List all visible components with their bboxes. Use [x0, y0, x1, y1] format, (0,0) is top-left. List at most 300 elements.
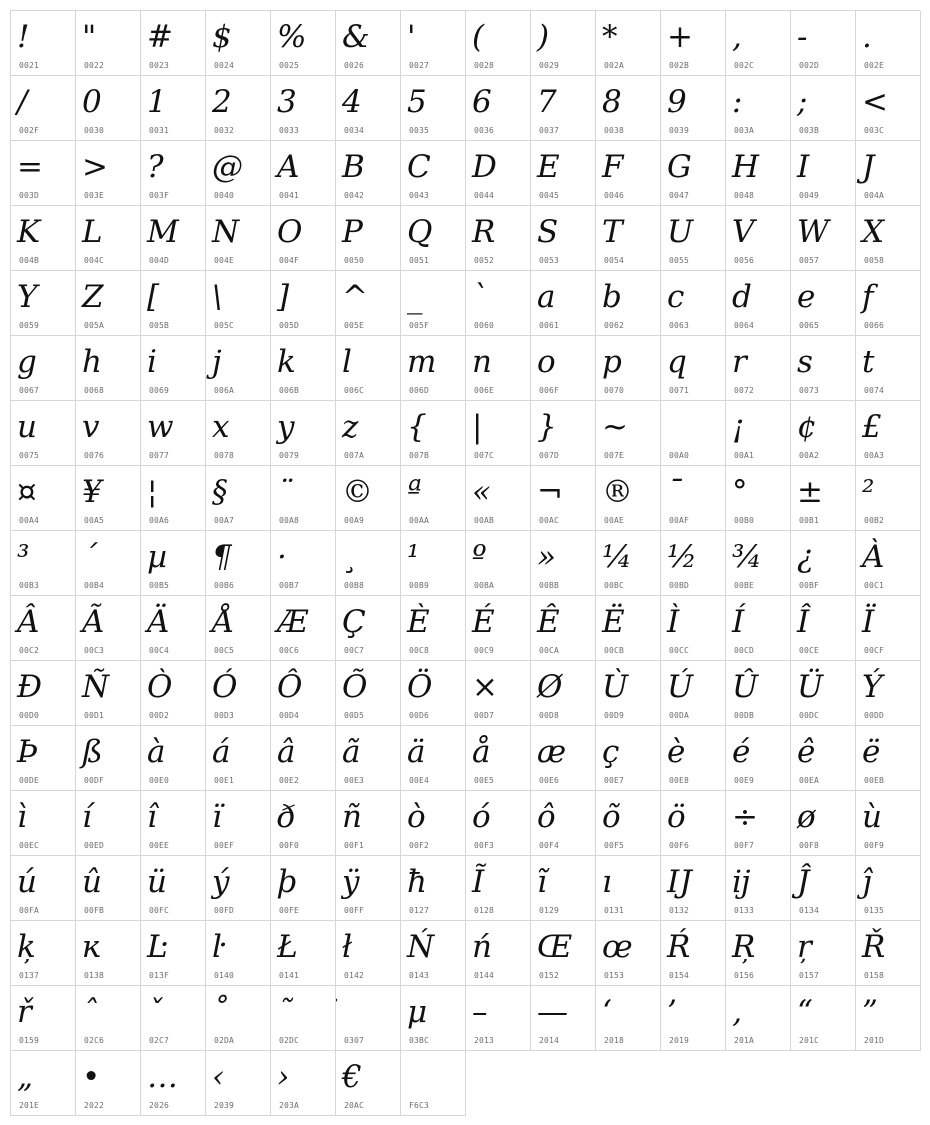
glyph-cell[interactable] — [141, 466, 206, 531]
glyph-cell[interactable] — [401, 206, 466, 271]
glyph-cell[interactable] — [531, 661, 596, 726]
glyph-cell[interactable] — [76, 11, 141, 76]
glyph-cell[interactable] — [11, 271, 76, 336]
glyph-cell[interactable] — [76, 856, 141, 921]
glyph-cell[interactable] — [791, 271, 856, 336]
glyph-cell[interactable] — [596, 141, 661, 206]
glyph-cell[interactable] — [141, 336, 206, 401]
glyph-codepoint: 00B4 — [84, 581, 105, 590]
glyph-cell[interactable] — [726, 596, 791, 661]
glyph-character: ¹ — [407, 539, 420, 575]
glyph-cell[interactable] — [726, 791, 791, 856]
glyph-cell[interactable] — [141, 791, 206, 856]
glyph-cell[interactable] — [466, 986, 531, 1051]
glyph-cell[interactable] — [206, 921, 271, 986]
glyph-character: § — [212, 474, 228, 510]
glyph-cell[interactable] — [336, 141, 401, 206]
glyph-cell[interactable] — [661, 466, 726, 531]
glyph-cell[interactable] — [856, 856, 921, 921]
glyph-cell[interactable] — [401, 726, 466, 791]
glyph-cell[interactable] — [271, 596, 336, 661]
glyph-cell[interactable] — [336, 336, 401, 401]
glyph-cell[interactable] — [596, 271, 661, 336]
glyph-cell[interactable] — [531, 206, 596, 271]
glyph-codepoint: 00ED — [84, 841, 105, 850]
glyph-cell[interactable] — [206, 791, 271, 856]
glyph-cell[interactable] — [596, 661, 661, 726]
glyph-cell[interactable] — [466, 401, 531, 466]
glyph-character: “ — [797, 994, 813, 1030]
glyph-cell[interactable] — [271, 206, 336, 271]
glyph-codepoint: 0128 — [474, 906, 495, 915]
glyph-character: ř — [17, 994, 32, 1030]
glyph-cell[interactable] — [791, 856, 856, 921]
glyph-codepoint: 0159 — [19, 1036, 40, 1045]
glyph-codepoint: 00E3 — [344, 776, 365, 785]
glyph-cell[interactable] — [271, 531, 336, 596]
glyph-character: ¶ — [212, 539, 232, 575]
glyph-cell[interactable] — [141, 141, 206, 206]
glyph-cell[interactable] — [791, 141, 856, 206]
glyph-cell[interactable] — [596, 921, 661, 986]
glyph-cell[interactable] — [466, 271, 531, 336]
glyph-cell[interactable] — [401, 856, 466, 921]
glyph-cell[interactable] — [661, 661, 726, 726]
glyph-codepoint: 0044 — [474, 191, 495, 200]
glyph-cell[interactable] — [791, 76, 856, 141]
glyph-cell[interactable] — [206, 206, 271, 271]
glyph-cell[interactable] — [271, 141, 336, 206]
glyph-cell[interactable] — [531, 466, 596, 531]
glyph-character: é — [732, 734, 751, 770]
glyph-cell[interactable] — [11, 76, 76, 141]
glyph-cell[interactable] — [791, 531, 856, 596]
glyph-cell[interactable] — [401, 921, 466, 986]
glyph-cell[interactable] — [11, 986, 76, 1051]
glyph-cell[interactable] — [11, 141, 76, 206]
glyph-character: ) — [537, 19, 550, 55]
glyph-cell[interactable] — [401, 336, 466, 401]
glyph-cell[interactable] — [336, 726, 401, 791]
glyph-cell[interactable] — [11, 726, 76, 791]
glyph-character: % — [277, 19, 307, 55]
glyph-cell[interactable] — [76, 596, 141, 661]
glyph-codepoint: 00E5 — [474, 776, 495, 785]
glyph-cell[interactable] — [661, 921, 726, 986]
glyph-cell[interactable] — [336, 466, 401, 531]
glyph-cell[interactable] — [531, 271, 596, 336]
glyph-cell[interactable] — [726, 921, 791, 986]
glyph-cell[interactable] — [141, 11, 206, 76]
glyph-cell[interactable] — [271, 986, 336, 1051]
glyph-codepoint: 0038 — [604, 126, 625, 135]
glyph-cell[interactable] — [466, 921, 531, 986]
glyph-cell[interactable] — [336, 1051, 401, 1116]
glyph-codepoint: 00A4 — [19, 516, 40, 525]
glyph-cell[interactable] — [791, 206, 856, 271]
glyph-cell[interactable] — [11, 531, 76, 596]
glyph-cell[interactable] — [206, 141, 271, 206]
glyph-cell[interactable] — [726, 856, 791, 921]
glyph-cell[interactable] — [206, 11, 271, 76]
glyph-codepoint: 00DE — [19, 776, 40, 785]
glyph-cell[interactable] — [791, 791, 856, 856]
glyph-cell[interactable] — [11, 336, 76, 401]
glyph-character: Ř — [862, 929, 886, 965]
glyph-cell[interactable] — [271, 856, 336, 921]
glyph-cell[interactable] — [401, 11, 466, 76]
glyph-cell[interactable] — [726, 401, 791, 466]
glyph-cell[interactable] — [856, 206, 921, 271]
glyph-cell[interactable] — [596, 336, 661, 401]
glyph-cell[interactable] — [336, 661, 401, 726]
glyph-cell[interactable] — [271, 11, 336, 76]
glyph-character: { — [407, 409, 427, 445]
glyph-codepoint: 0067 — [19, 386, 40, 395]
glyph-cell[interactable] — [466, 791, 531, 856]
glyph-cell[interactable] — [401, 271, 466, 336]
glyph-cell[interactable] — [466, 141, 531, 206]
glyph-cell[interactable] — [401, 1051, 466, 1116]
glyph-cell[interactable] — [206, 466, 271, 531]
glyph-cell[interactable] — [206, 1051, 271, 1116]
glyph-cell[interactable] — [271, 791, 336, 856]
glyph-cell[interactable] — [336, 791, 401, 856]
glyph-cell[interactable] — [11, 206, 76, 271]
glyph-cell[interactable] — [336, 11, 401, 76]
glyph-cell[interactable] — [466, 596, 531, 661]
glyph-cell[interactable] — [336, 531, 401, 596]
glyph-codepoint: 2022 — [84, 1101, 105, 1110]
glyph-cell[interactable] — [661, 141, 726, 206]
glyph-cell[interactable] — [661, 531, 726, 596]
glyph-character: D — [472, 149, 497, 185]
glyph-cell[interactable] — [856, 466, 921, 531]
glyph-cell[interactable] — [791, 336, 856, 401]
glyph-cell[interactable] — [271, 921, 336, 986]
glyph-cell[interactable] — [661, 791, 726, 856]
glyph-cell[interactable] — [466, 206, 531, 271]
glyph-cell[interactable] — [11, 596, 76, 661]
glyph-codepoint: 007A — [344, 451, 365, 460]
glyph-cell[interactable] — [271, 726, 336, 791]
glyph-cell[interactable] — [726, 531, 791, 596]
glyph-cell[interactable] — [466, 856, 531, 921]
glyph-cell[interactable] — [856, 726, 921, 791]
glyph-cell[interactable] — [791, 921, 856, 986]
glyph-cell[interactable] — [11, 791, 76, 856]
glyph-cell[interactable] — [11, 466, 76, 531]
glyph-cell[interactable] — [401, 661, 466, 726]
glyph-cell[interactable] — [726, 206, 791, 271]
glyph-cell[interactable] — [856, 141, 921, 206]
glyph-cell[interactable] — [856, 986, 921, 1051]
glyph-cell[interactable] — [661, 206, 726, 271]
glyph-cell[interactable] — [791, 596, 856, 661]
glyph-cell[interactable] — [336, 856, 401, 921]
glyph-cell[interactable] — [76, 401, 141, 466]
glyph-cell[interactable] — [791, 661, 856, 726]
glyph-cell[interactable] — [336, 986, 401, 1051]
glyph-cell[interactable] — [856, 921, 921, 986]
glyph-cell[interactable] — [271, 336, 336, 401]
glyph-character: ; — [797, 84, 808, 120]
glyph-cell[interactable] — [531, 726, 596, 791]
glyph-cell[interactable] — [336, 921, 401, 986]
glyph-cell[interactable] — [856, 11, 921, 76]
glyph-cell[interactable] — [206, 596, 271, 661]
glyph-codepoint: 0154 — [669, 971, 690, 980]
glyph-cell[interactable] — [596, 726, 661, 791]
glyph-cell[interactable] — [856, 271, 921, 336]
glyph-cell[interactable] — [336, 206, 401, 271]
glyph-cell[interactable] — [141, 531, 206, 596]
glyph-cell[interactable] — [596, 466, 661, 531]
glyph-codepoint: 004B — [19, 256, 40, 265]
glyph-character: ô — [537, 799, 556, 835]
glyph-cell[interactable] — [791, 11, 856, 76]
glyph-cell[interactable] — [596, 986, 661, 1051]
glyph-codepoint: 00AF — [669, 516, 690, 525]
glyph-cell[interactable] — [661, 271, 726, 336]
glyph-cell[interactable] — [401, 986, 466, 1051]
glyph-cell[interactable] — [141, 596, 206, 661]
glyph-character: h — [82, 344, 102, 380]
glyph-cell[interactable] — [206, 726, 271, 791]
glyph-cell[interactable] — [76, 76, 141, 141]
glyph-cell[interactable] — [141, 921, 206, 986]
glyph-codepoint: 00F8 — [799, 841, 820, 850]
glyph-cell[interactable] — [76, 271, 141, 336]
glyph-cell[interactable] — [661, 76, 726, 141]
glyph-cell[interactable] — [466, 336, 531, 401]
glyph-cell[interactable] — [661, 986, 726, 1051]
glyph-cell[interactable] — [726, 271, 791, 336]
glyph-cell[interactable] — [141, 206, 206, 271]
glyph-cell[interactable] — [856, 76, 921, 141]
glyph-cell[interactable] — [856, 531, 921, 596]
glyph-cell[interactable] — [206, 271, 271, 336]
glyph-codepoint: 00EC — [19, 841, 40, 850]
glyph-codepoint: 0024 — [214, 61, 235, 70]
glyph-cell[interactable] — [531, 921, 596, 986]
glyph-cell[interactable] — [466, 11, 531, 76]
glyph-cell[interactable] — [531, 791, 596, 856]
glyph-character: ĳ — [732, 864, 749, 900]
glyph-cell[interactable] — [726, 336, 791, 401]
glyph-cell[interactable] — [11, 11, 76, 76]
glyph-cell[interactable] — [141, 271, 206, 336]
glyph-cell[interactable] — [206, 661, 271, 726]
glyph-cell[interactable] — [531, 531, 596, 596]
glyph-cell[interactable] — [596, 76, 661, 141]
glyph-character: Ĩ — [472, 864, 485, 900]
glyph-cell[interactable] — [661, 856, 726, 921]
glyph-cell[interactable] — [531, 11, 596, 76]
glyph-cell[interactable] — [661, 336, 726, 401]
glyph-cell[interactable] — [141, 986, 206, 1051]
glyph-codepoint: 004D — [149, 256, 170, 265]
glyph-codepoint: 203A — [279, 1101, 300, 1110]
glyph-cell[interactable] — [856, 661, 921, 726]
glyph-cell[interactable] — [661, 726, 726, 791]
glyph-cell[interactable] — [791, 726, 856, 791]
glyph-cell[interactable] — [531, 76, 596, 141]
glyph-cell[interactable] — [76, 1051, 141, 1116]
glyph-cell[interactable] — [531, 856, 596, 921]
glyph-codepoint: 00C4 — [149, 646, 170, 655]
glyph-cell[interactable] — [596, 791, 661, 856]
glyph-cell[interactable] — [76, 921, 141, 986]
glyph-cell[interactable] — [596, 206, 661, 271]
glyph-codepoint: 00E6 — [539, 776, 560, 785]
glyph-cell[interactable] — [271, 271, 336, 336]
glyph-cell[interactable] — [11, 1051, 76, 1116]
glyph-cell[interactable] — [466, 661, 531, 726]
glyph-cell[interactable] — [141, 856, 206, 921]
glyph-cell[interactable] — [271, 661, 336, 726]
glyph-codepoint: 00FA — [19, 906, 40, 915]
glyph-cell[interactable] — [401, 596, 466, 661]
glyph-codepoint: 0156 — [734, 971, 755, 980]
glyph-cell[interactable] — [11, 921, 76, 986]
glyph-cell[interactable] — [466, 531, 531, 596]
glyph-cell[interactable] — [466, 76, 531, 141]
glyph-cell[interactable] — [791, 466, 856, 531]
glyph-cell[interactable] — [206, 401, 271, 466]
glyph-cell[interactable] — [661, 11, 726, 76]
glyph-character: Ö — [407, 669, 433, 705]
glyph-codepoint: 00AB — [474, 516, 495, 525]
glyph-character: ˚ — [212, 994, 228, 1030]
glyph-cell[interactable] — [726, 726, 791, 791]
glyph-cell[interactable] — [726, 141, 791, 206]
glyph-codepoint: 0153 — [604, 971, 625, 980]
glyph-cell[interactable] — [726, 661, 791, 726]
glyph-cell[interactable] — [76, 336, 141, 401]
glyph-codepoint: 0143 — [409, 971, 430, 980]
glyph-character: µ — [147, 539, 168, 575]
glyph-cell[interactable] — [11, 856, 76, 921]
glyph-character: ¬ — [537, 474, 563, 510]
glyph-cell[interactable] — [856, 401, 921, 466]
glyph-cell[interactable] — [271, 1051, 336, 1116]
glyph-cell[interactable] — [206, 76, 271, 141]
glyph-cell[interactable] — [76, 206, 141, 271]
glyph-character: Ä — [147, 604, 170, 640]
glyph-cell[interactable] — [401, 791, 466, 856]
glyph-cell[interactable] — [76, 986, 141, 1051]
glyph-character: Ó — [212, 669, 238, 705]
glyph-cell[interactable] — [141, 401, 206, 466]
glyph-codepoint: 00D2 — [149, 711, 170, 720]
glyph-cell[interactable] — [726, 11, 791, 76]
glyph-cell[interactable] — [271, 401, 336, 466]
glyph-cell[interactable] — [531, 336, 596, 401]
glyph-character: þ — [277, 864, 297, 900]
glyph-character: » — [537, 539, 556, 575]
glyph-cell[interactable] — [271, 76, 336, 141]
glyph-cell[interactable] — [466, 726, 531, 791]
glyph-codepoint: 0036 — [474, 126, 495, 135]
glyph-cell[interactable] — [206, 531, 271, 596]
glyph-cell[interactable] — [726, 986, 791, 1051]
glyph-codepoint: 0041 — [279, 191, 300, 200]
glyph-cell[interactable] — [726, 76, 791, 141]
glyph-cell[interactable] — [856, 596, 921, 661]
glyph-character: e — [797, 279, 816, 315]
glyph-codepoint: 0127 — [409, 906, 430, 915]
glyph-cell[interactable] — [206, 336, 271, 401]
glyph-codepoint: 0033 — [279, 126, 300, 135]
glyph-cell[interactable] — [401, 466, 466, 531]
glyph-codepoint: 2019 — [669, 1036, 690, 1045]
glyph-cell[interactable] — [11, 661, 76, 726]
glyph-cell[interactable] — [596, 401, 661, 466]
glyph-cell[interactable] — [401, 76, 466, 141]
glyph-cell[interactable] — [531, 141, 596, 206]
glyph-cell[interactable] — [336, 401, 401, 466]
glyph-codepoint: 00AE — [604, 516, 625, 525]
glyph-cell[interactable] — [76, 466, 141, 531]
glyph-cell[interactable] — [206, 856, 271, 921]
glyph-cell[interactable] — [531, 596, 596, 661]
glyph-character: x — [212, 409, 230, 445]
glyph-cell[interactable] — [596, 11, 661, 76]
glyph-codepoint: 00CC — [669, 646, 690, 655]
glyph-cell[interactable] — [401, 531, 466, 596]
glyph-cell[interactable] — [336, 76, 401, 141]
glyph-cell[interactable] — [661, 401, 726, 466]
glyph-codepoint: 00B8 — [344, 581, 365, 590]
glyph-cell[interactable] — [856, 336, 921, 401]
glyph-cell[interactable] — [596, 531, 661, 596]
glyph-cell[interactable] — [791, 401, 856, 466]
glyph-cell[interactable] — [11, 401, 76, 466]
glyph-cell[interactable] — [76, 661, 141, 726]
glyph-cell[interactable] — [856, 791, 921, 856]
glyph-character: Ñ — [82, 669, 110, 705]
glyph-codepoint: 00C8 — [409, 646, 430, 655]
glyph-cell[interactable] — [206, 986, 271, 1051]
glyph-cell[interactable] — [596, 856, 661, 921]
glyph-cell[interactable] — [596, 596, 661, 661]
glyph-cell[interactable] — [271, 466, 336, 531]
glyph-cell[interactable] — [466, 466, 531, 531]
glyph-cell[interactable] — [141, 76, 206, 141]
glyph-cell[interactable] — [531, 401, 596, 466]
glyph-cell[interactable] — [401, 141, 466, 206]
glyph-codepoint: 006C — [344, 386, 365, 395]
glyph-cell[interactable] — [141, 1051, 206, 1116]
glyph-codepoint: 0158 — [864, 971, 885, 980]
glyph-cell[interactable] — [401, 401, 466, 466]
glyph-cell[interactable] — [791, 986, 856, 1051]
glyph-cell[interactable] — [336, 596, 401, 661]
glyph-character: ÷ — [732, 799, 758, 835]
glyph-cell[interactable] — [336, 271, 401, 336]
glyph-cell[interactable] — [141, 726, 206, 791]
glyph-cell[interactable] — [76, 141, 141, 206]
glyph-cell[interactable] — [531, 986, 596, 1051]
glyph-character: [ — [147, 279, 160, 315]
glyph-cell[interactable] — [141, 661, 206, 726]
glyph-cell[interactable] — [661, 596, 726, 661]
glyph-cell[interactable] — [726, 466, 791, 531]
glyph-cell[interactable] — [76, 531, 141, 596]
glyph-cell[interactable] — [76, 791, 141, 856]
glyph-cell[interactable] — [76, 726, 141, 791]
